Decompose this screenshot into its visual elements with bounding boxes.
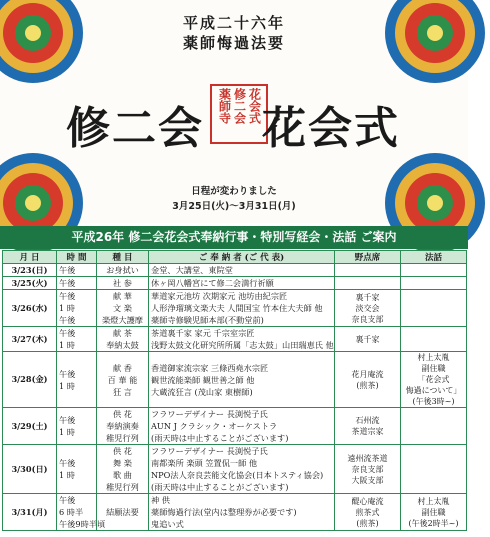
time-cell-line: 午後9時半頃: [59, 519, 106, 529]
tea-venue-cell: 裏千家: [335, 327, 401, 352]
seal-column: 花会式: [247, 88, 262, 124]
performer-cell-line: 金堂、大講堂、東院堂: [151, 265, 233, 275]
time-cell: [57, 264, 97, 277]
lecture-cell: [401, 290, 467, 327]
time-cell: [57, 277, 97, 290]
date-cell: 3/30(日): [3, 445, 57, 494]
poster-year: 平成二十六年: [182, 14, 285, 32]
performer-cell: [149, 494, 335, 531]
performer-cell: [149, 277, 335, 290]
poster-subtitle: 薬師悔過法要: [182, 34, 285, 52]
performer-cell-line: (雨天時は中止することがございます): [151, 482, 289, 492]
time-cell-line: 午後: [59, 415, 76, 425]
type-cell: [97, 408, 149, 445]
type-cell-line: 供 花: [113, 409, 132, 419]
time-cell: [57, 352, 97, 408]
table-row: [3, 408, 467, 445]
performer-cell-line: (雨天時は中止することがございます): [151, 433, 289, 443]
performer-cell-line: 休ヶ岡八幡宮にて修二会満行祈願: [151, 278, 274, 288]
performer-cell-line: 香道御家流宗家 三條西堯水宗匠: [151, 362, 269, 373]
date-cell: 3/26(水): [3, 290, 57, 327]
performer-cell: [149, 408, 335, 445]
type-cell: [97, 352, 149, 408]
type-cell-line: 社 参: [113, 278, 132, 288]
column-header: 野点席: [335, 251, 401, 264]
time-cell-line: 6 時半: [59, 507, 84, 517]
time-cell-line: 1 時: [59, 303, 75, 313]
performer-cell: [149, 290, 335, 327]
lecture-cell: [401, 327, 467, 352]
type-cell: [97, 445, 149, 494]
time-cell-line: 午後: [59, 328, 76, 338]
type-cell-line: 奉納太鼓: [106, 340, 139, 350]
time-cell-line: 午後: [59, 368, 76, 379]
type-cell-line: 文 楽: [113, 303, 132, 313]
time-cell-line: 午後: [59, 291, 76, 301]
performer-cell-line: 浅野太鼓文化研究所所属「志太鼓」山田瑞恵氏 他: [151, 340, 334, 350]
schedule-table: [2, 250, 467, 531]
performer-cell-line: 華道家元池坊 次期家元 池坊由紀宗匠: [151, 291, 288, 301]
table-row: [3, 352, 467, 408]
time-cell: [57, 494, 106, 531]
type-cell-line: 献 華: [113, 291, 132, 301]
type-cell-line: 稚児行列: [106, 433, 139, 443]
type-cell-line: 供 花: [113, 446, 132, 456]
lecture-cell: 村上太胤 副住職 「花会式 悔過について」 (午後3時~): [401, 352, 467, 408]
time-cell-line: 午後: [59, 315, 76, 325]
performer-cell: [149, 327, 335, 352]
performer-cell-line: NPO法人奈良芸能文化協会(日本トスティ協会): [151, 470, 324, 480]
performer-cell-line: 観世流能楽師 観世善之師 他: [151, 374, 255, 385]
tea-venue-cell: 裏千家 淡交会 奈良支部: [335, 290, 401, 327]
performer-cell-line: 人形浄瑠璃文楽大夫 人間国宝 竹本住大夫師 他: [151, 303, 323, 313]
performer-cell: [149, 264, 335, 277]
type-cell-line: お身拭い: [106, 265, 139, 275]
date-cell: 3/25(火): [3, 277, 57, 290]
column-header: 時 間: [57, 251, 97, 264]
time-cell-line: 午後: [59, 265, 76, 275]
time-cell-line: 午後: [59, 278, 76, 288]
time-cell-line: 午後: [59, 495, 76, 505]
poster: [0, 0, 468, 223]
performer-cell-line: 鬼追い式: [151, 519, 184, 529]
performer-cell-line: 薬師悔過行法(堂内は整理券が必要です): [151, 507, 297, 517]
type-cell: [97, 327, 149, 352]
time-cell-line: 1 時: [59, 380, 75, 391]
date-cell: 3/27(木): [3, 327, 57, 352]
type-cell-line: 結願法要: [106, 507, 139, 517]
tea-venue-cell: 石州流 茶道宗家: [335, 408, 401, 445]
table-row: [3, 277, 467, 290]
performer-cell-line: AUN J クラシック・オーケストラ: [151, 421, 278, 431]
type-cell-line: 歌 曲: [113, 470, 132, 480]
performer-cell-line: 神 供: [151, 495, 170, 505]
time-cell-line: 1 時: [59, 340, 75, 350]
type-cell-line: 献 茶: [113, 328, 132, 338]
performer-cell-line: 南都楽所 楽頭 笠置侃一師 他: [151, 458, 258, 468]
tea-venue-cell: [335, 264, 401, 277]
lecture-cell: 村上太胤 副住職 (午後2時半~): [401, 494, 467, 531]
schedule-range: 3月25日(火)～3月31日(月): [172, 201, 296, 212]
poster-title-right: 花会式: [262, 103, 400, 154]
performer-cell: [149, 445, 335, 494]
type-cell-line: 狂 言: [113, 386, 132, 397]
performer-cell-line: 大蔵流狂言 (茂山家 東樹師): [151, 386, 253, 397]
time-cell-line: 1 時: [59, 470, 75, 480]
time-cell: [57, 408, 97, 445]
date-cell: 3/29(土): [3, 408, 57, 445]
type-cell: [97, 264, 149, 277]
column-header: 法話: [401, 251, 467, 264]
performer-cell-line: 薬師寺修験児師本部(不動堂前): [151, 315, 264, 325]
tea-venue-cell: 花月庵流 (煎茶): [335, 352, 401, 408]
type-cell-line: 献 香: [113, 362, 132, 373]
type-cell-line: 舞 楽: [113, 458, 132, 468]
time-cell-line: 1 時: [59, 427, 75, 437]
table-header-row: [3, 251, 467, 264]
tea-venue-cell: 遠州流茶道 奈良支部 大阪支部: [335, 445, 401, 494]
table-row: [3, 445, 467, 494]
type-cell: [97, 277, 149, 290]
schedule-change-notice: 日程が変わりました: [191, 186, 277, 197]
lecture-cell: [401, 408, 467, 445]
performer-cell: [149, 352, 335, 408]
date-cell: 3/23(日): [3, 264, 57, 277]
performer-cell-line: フラワーデザイナー 長渕悦子氏: [151, 446, 268, 456]
type-cell: [97, 290, 149, 327]
column-header: 種 目: [97, 251, 149, 264]
table-row: [3, 290, 467, 327]
time-cell: [57, 445, 97, 494]
column-header: 月 日: [3, 251, 57, 264]
time-cell-line: 午後: [59, 458, 76, 468]
time-cell: [57, 290, 97, 327]
red-seal: [210, 84, 268, 144]
date-cell: 3/31(月): [3, 494, 57, 531]
time-cell: [57, 327, 97, 352]
lecture-cell: [401, 445, 467, 494]
performer-cell-line: 茶道裏千家 家元 千宗室宗匠: [151, 328, 255, 338]
tea-venue-cell: 醍心庵流 煎茶式 (煎茶): [335, 494, 401, 531]
tea-venue-cell: [335, 277, 401, 290]
table-row: [3, 264, 467, 277]
type-cell-line: 稚児行列: [106, 482, 139, 492]
poster-title-left: 修二会: [66, 103, 204, 154]
type-cell-line: 楽燈大護摩: [102, 315, 143, 325]
date-cell: 3/28(金): [3, 352, 57, 408]
lecture-cell: [401, 264, 467, 277]
type-cell-line: 奉納演奏: [106, 421, 139, 431]
seal-column: 修二会: [232, 88, 247, 124]
column-header: ご 奉 納 者 (ご 代 表): [149, 251, 335, 264]
type-cell-line: 百 華 能: [107, 374, 138, 385]
table-heading: 平成26年 修二会花会式奉納行事・特別写経会・法話 ご案内: [0, 226, 468, 249]
seal-column: 薬師寺: [217, 88, 232, 124]
table-row: [3, 494, 467, 531]
lecture-cell: [401, 277, 467, 290]
table-row: [3, 327, 467, 352]
performer-cell-line: フラワーデザイナー 長渕悦子氏: [151, 409, 268, 419]
